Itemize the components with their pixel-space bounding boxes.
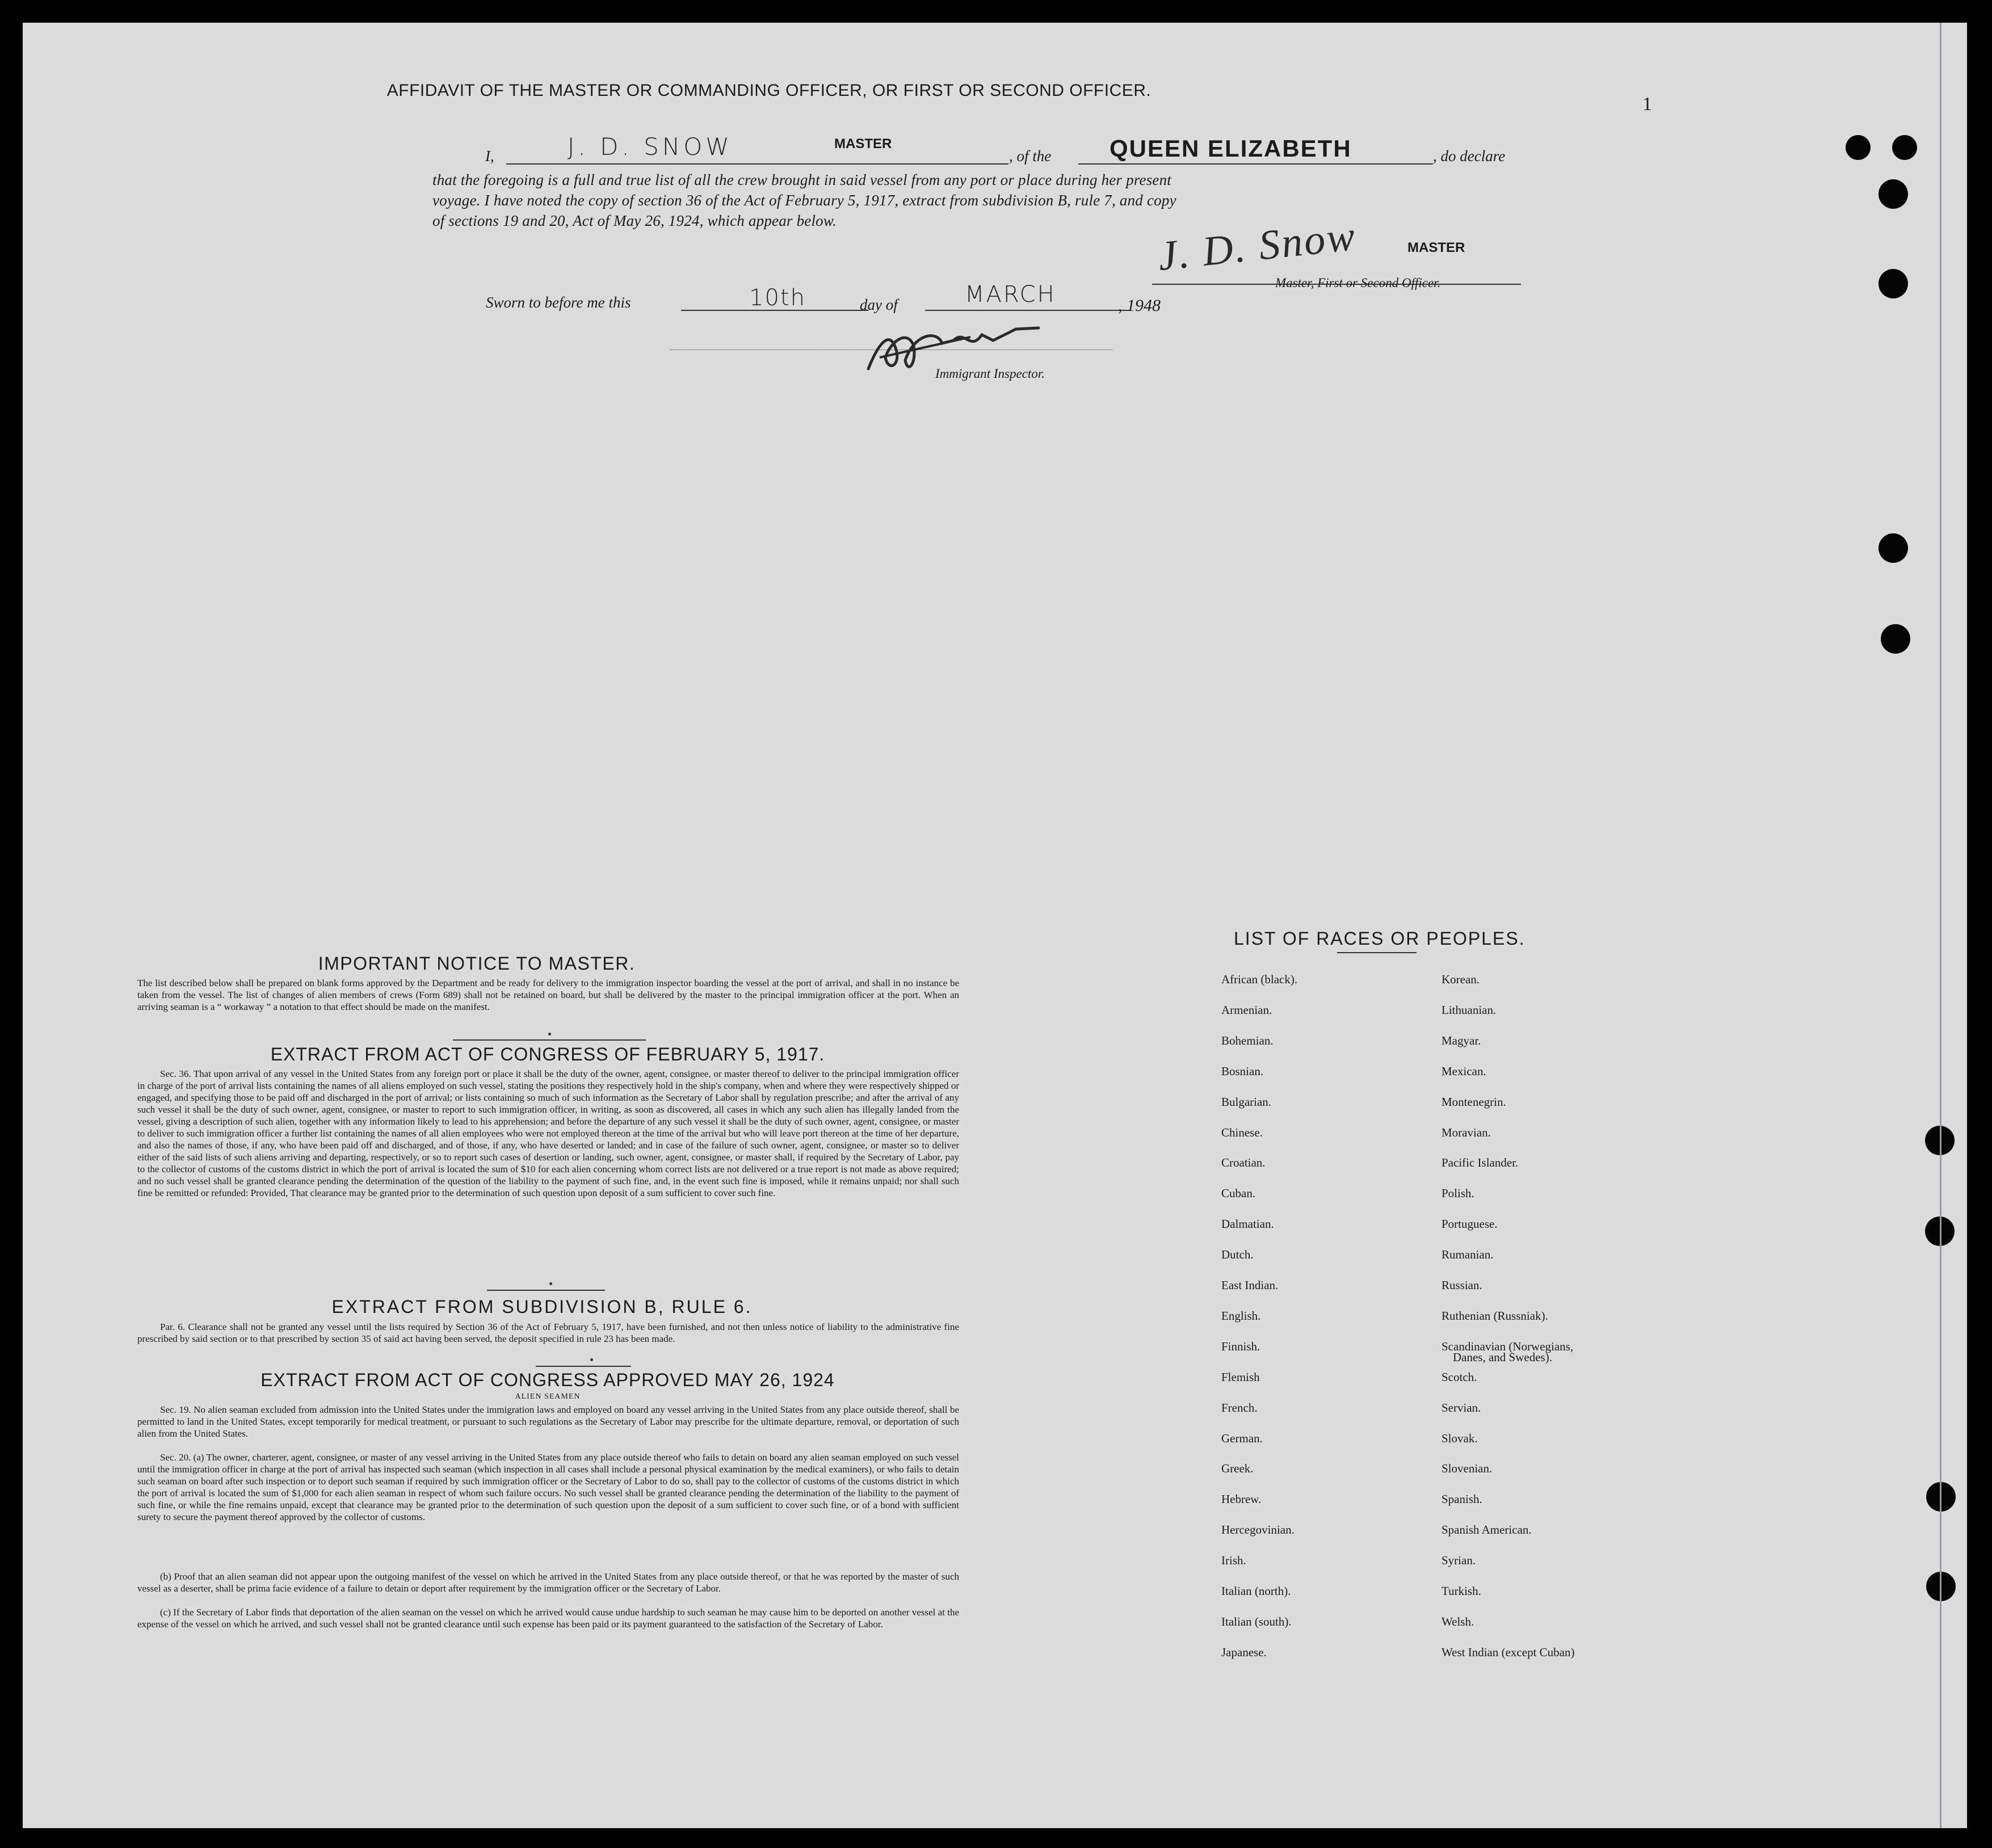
extract-1924-sec20c: (c) If the Secretary of Labor finds that deportation of the alien seaman on the vessel on which he arrived would cause undue hardship to such seaman he may cause him to be deported on another vessel at the expense of the vessel on which he arrived, and such vessel shall not be granted clearance until such expense has been paid or its payment guaranteed to the satisfaction of the Secretary of Labor. <box>137 1607 959 1630</box>
extract-1917-body: Sec. 36. That upon arrival of any vessel in the United States from any foreign port or place it shall be the duty of the owner, agent, consignee, or master thereof to deliver to the principal immigration officer in charge of the port of arrival lists containing the names of all aliens employed on such vessel, stating the positions they respectively hold in the ship's company, when and where they were respectively shipped or engaged, and specifying those to be paid off and discharged in the port of arrival; or lists containing so much of such information as the Secretary of Labor shall by regulation prescribe; and after the arrival of any such vessel it shall be the duty of such owner, agent, consignee, or master to report to such immigration officer, in writing, as soon as discovered, all cases in which any such alien has illegally landed from the vessel, giving a description of such alien, together with any information likely to lead to his apprehension; and before the departure of any such vessel it shall be the duty of such owner, agent, consignee, or master to deliver to such immigration officer a further list containing the names of all alien employees who were not employed thereon at the time of the arrival but who will leave port thereon at the time of her departure, and also the names of those, if any, who have been paid off and discharged, and of those, if any, who have deserted or landed; and in case of the failure of such owner, agent, consignee, or master so to deliver either of the said lists of such aliens arriving and departing, respectively, or so to report such cases of desertion or landing, such owner, agent, consignee, or master shall, if required by the Secretary of Labor, pay to the collector of customs of the customs district in which the port of arrival is located the sum of $10 for each alien concerning whom correct lists are not delivered or a true report is not made as above required; and no such vessel shall be granted clearance pending the determination of the question of the liability to the payment of such fine, and, in the event such fine is imposed, while it remains unpaid; nor shall such fine be remitted or refunded: Provided, That clearance may be granted prior to the determination of such question upon deposit of a sum sufficient to cover such fine. <box>137 1068 959 1198</box>
separator-dot <box>590 1358 593 1361</box>
race-right-item-21: Welsh. <box>1442 1614 1474 1628</box>
separator-rule <box>487 1290 605 1291</box>
extract-1924-sec20b: (b) Proof that an alien seaman did not appear upon the outgoing manifest of the vessel on which he arrived in the United States from any place outside thereof, or that he was reported by the master of such vessel as a deserter, shall be prima facie evidence of a failure to detain or deport after requirement by the immigration officer or the Secretary of Labor. <box>137 1571 959 1594</box>
race-left-item-17: Hebrew. <box>1221 1492 1262 1506</box>
extract-rule6-body: Par. 6. Clearance shall not be granted any vessel until the lists required by Section 36 of the Act of February 5, 1917, have been furnished, and not then unless notice of liability to the administrative fine prescribed by said section or to that prescribed by section 35 of said act having been served, the deposit specified in rule 23 has been made. <box>137 1321 959 1344</box>
notice-title: IMPORTANT NOTICE TO MASTER. <box>318 953 636 974</box>
i-label: I, <box>485 148 494 165</box>
signature-stamp: MASTER <box>1407 240 1465 255</box>
separator-dot <box>549 1282 552 1285</box>
punch-hole <box>1878 179 1908 209</box>
race-right-item-8: Portuguese. <box>1442 1217 1498 1231</box>
race-right-item-13: Scotch. <box>1442 1370 1477 1384</box>
of-the-label: , of the <box>1009 148 1052 165</box>
race-right-item-2: Magyar. <box>1442 1033 1481 1047</box>
affidavit-heading: AFFIDAVIT OF THE MASTER OR COMMANDING OFFICER, OR FIRST OR SECOND OFFICER. <box>386 81 1152 100</box>
sworn-month-rule <box>925 310 1129 311</box>
race-left-item-0: African (black). <box>1221 973 1298 986</box>
race-left-item-8: Dalmatian. <box>1221 1217 1274 1231</box>
inspector-caption: Immigrant Inspector. <box>935 367 1045 381</box>
race-left-item-10: East Indian. <box>1221 1278 1279 1292</box>
races-title-rule <box>1337 952 1417 953</box>
race-right-item-0: Korean. <box>1442 973 1480 986</box>
sworn-label: Sworn to before me this <box>486 294 631 311</box>
sworn-day: 10th <box>749 285 806 311</box>
notice-body: The list described below shall be prepared on blank forms approved by the Department and be ready for delivery to the immigration inspector boarding the vessel at the port of arrival, and shall in no instance be taken from the vessel. The list of changes of alien members of crews (Form 689) shall not be retained on board, but shall be delivered by the master to the principal immigration officer at the port. When an arriving seaman is a “ workaway ” a notation to that effect should be made on the manifest. <box>137 978 959 1012</box>
race-left-item-12: Finnish. <box>1221 1339 1260 1353</box>
race-left-item-22: Japanese. <box>1221 1645 1267 1659</box>
race-right-item-6: Pacific Islander. <box>1442 1156 1519 1170</box>
extract-1924-subtitle: ALIEN SEAMEN <box>515 1392 581 1401</box>
race-left-item-18: Hercegovinian. <box>1221 1523 1295 1537</box>
race-left-item-11: English. <box>1221 1308 1261 1323</box>
vessel-rule <box>1078 163 1433 165</box>
race-right-item-3: Mexican. <box>1442 1064 1486 1078</box>
sworn-year: , 1948 <box>1118 296 1161 315</box>
punch-hole <box>1881 624 1910 654</box>
race-right-item-5: Moravian. <box>1442 1125 1491 1139</box>
signature-caption: Master, First or Second Officer. <box>1275 276 1441 290</box>
separator-dot <box>548 1033 551 1035</box>
vessel-name: QUEEN ELIZABETH <box>1110 135 1352 162</box>
race-right-item-9: Rumanian. <box>1442 1248 1494 1262</box>
race-right-item-1: Lithuanian. <box>1442 1003 1497 1017</box>
punch-hole <box>1878 269 1908 298</box>
races-title: LIST OF RACES OR PEOPLES. <box>1234 928 1525 949</box>
race-right-item-18: Spanish American. <box>1442 1523 1532 1537</box>
race-left-item-14: French. <box>1221 1400 1258 1415</box>
race-left-item-19: Irish. <box>1221 1554 1246 1568</box>
race-right-item-11: Ruthenian (Russniak). <box>1442 1308 1548 1323</box>
extract-1917-title: EXTRACT FROM ACT OF CONGRESS OF FEBRUARY 5, 1917. <box>270 1044 825 1064</box>
name-rule <box>506 163 1008 165</box>
race-continuation: Danes, and Swedes). <box>1453 1350 1552 1364</box>
race-right-item-12: Scandinavian (Norwegians, <box>1442 1339 1574 1353</box>
race-right-item-14: Servian. <box>1442 1400 1481 1415</box>
day-of-label: day of <box>860 296 898 313</box>
extract-1924-title: EXTRACT FROM ACT OF CONGRESS APPROVED MAY 26, 1924 <box>260 1370 835 1390</box>
punch-hole <box>1892 135 1917 160</box>
affidavit-line-4: of sections 19 and 20, Act of May 26, 1924, which appear below. <box>432 212 837 229</box>
race-left-item-15: German. <box>1221 1431 1263 1445</box>
race-left-item-5: Chinese. <box>1221 1125 1263 1139</box>
race-left-item-20: Italian (north). <box>1221 1584 1291 1598</box>
affidavit-line-3: voyage. I have noted the copy of section 36 of the Act of February 5, 1917, extract from subdivision B, rule 7, and copy <box>432 192 1176 209</box>
race-right-item-20: Turkish. <box>1442 1584 1481 1598</box>
race-right-item-19: Syrian. <box>1442 1554 1476 1568</box>
race-right-item-15: Slovak. <box>1442 1431 1478 1445</box>
race-left-item-21: Italian (south). <box>1221 1614 1292 1628</box>
page-mark: 1 <box>1642 94 1652 115</box>
master-name: J. D. SNOW <box>568 133 733 161</box>
document-sheet <box>23 23 1967 1828</box>
race-right-item-17: Spanish. <box>1442 1492 1482 1506</box>
race-left-item-9: Dutch. <box>1221 1248 1254 1262</box>
race-left-item-3: Bosnian. <box>1221 1064 1264 1078</box>
race-left-item-7: Cuban. <box>1221 1186 1256 1201</box>
punch-hole <box>1846 135 1871 160</box>
master-signature: J. D. Snow <box>1155 212 1359 280</box>
race-right-item-4: Montenegrin. <box>1442 1095 1506 1109</box>
fold-line <box>1940 23 1941 1828</box>
extract-rule6-title: EXTRACT FROM SUBDIVISION B, RULE 6. <box>331 1296 753 1317</box>
race-right-item-10: Russian. <box>1442 1278 1482 1292</box>
race-left-item-6: Croatian. <box>1221 1156 1266 1170</box>
race-left-item-1: Armenian. <box>1221 1003 1272 1017</box>
sworn-month: MARCH <box>965 281 1056 308</box>
race-right-item-22: West Indian (except Cuban) <box>1442 1645 1575 1659</box>
do-declare-label: , do declare <box>1433 148 1506 165</box>
race-left-item-16: Greek. <box>1221 1462 1254 1476</box>
separator-rule <box>536 1366 631 1367</box>
master-stamp: MASTER <box>834 136 892 151</box>
race-right-item-7: Polish. <box>1442 1186 1474 1201</box>
race-left-item-4: Bulgarian. <box>1221 1095 1272 1109</box>
extract-1924-sec20a: Sec. 20. (a) The owner, charterer, agent, consignee, or master of any vessel arriving in the United States from any place outside thereof who fails to detain on board any alien seaman employed on such vessel until the immigration officer in charge at the port of arrival has inspected such seaman (which inspection in all cases shall include a personal physical examination by the medical examiners), or who fails to detain such seaman on board after such inspection or to deport such seaman if required by such immigration officer or the Secretary of Labor to do so, shall pay to the collector of customs of the customs district in which the port of arrival is located the sum of $1,000 for each alien seaman in respect of whom such failure occurs. No such vessel shall be granted clearance pending the determination of the liability to the payment of such fine, or while the fine remains unpaid, except that clearance may be granted prior to the determination of such question upon the deposit of a sum sufficient to cover such fine, or of a bond with sufficient surety to secure the payment thereof approved by the collector of customs. <box>137 1452 959 1522</box>
race-right-item-16: Slovenian. <box>1442 1462 1493 1476</box>
race-left-item-2: Bohemian. <box>1221 1033 1274 1047</box>
race-left-item-13: Flemish <box>1221 1370 1260 1384</box>
punch-hole <box>1878 533 1908 563</box>
separator-rule <box>453 1039 646 1041</box>
extract-1924-sec19: Sec. 19. No alien seaman excluded from admission into the United States under the immigration laws and employed on board any vessel arriving in the United States from any place outside thereof, shall be permitted to land in the United States, except temporarily for medical treatment, or pursuant to such regulations as the Secretary of Labor may prescribe for the ultimate departure, removal, or deportation of such alien from the United States. <box>137 1404 959 1439</box>
affidavit-line-2: that the foregoing is a full and true list of all the crew brought in said vessel from any port or place during her present <box>432 171 1172 188</box>
